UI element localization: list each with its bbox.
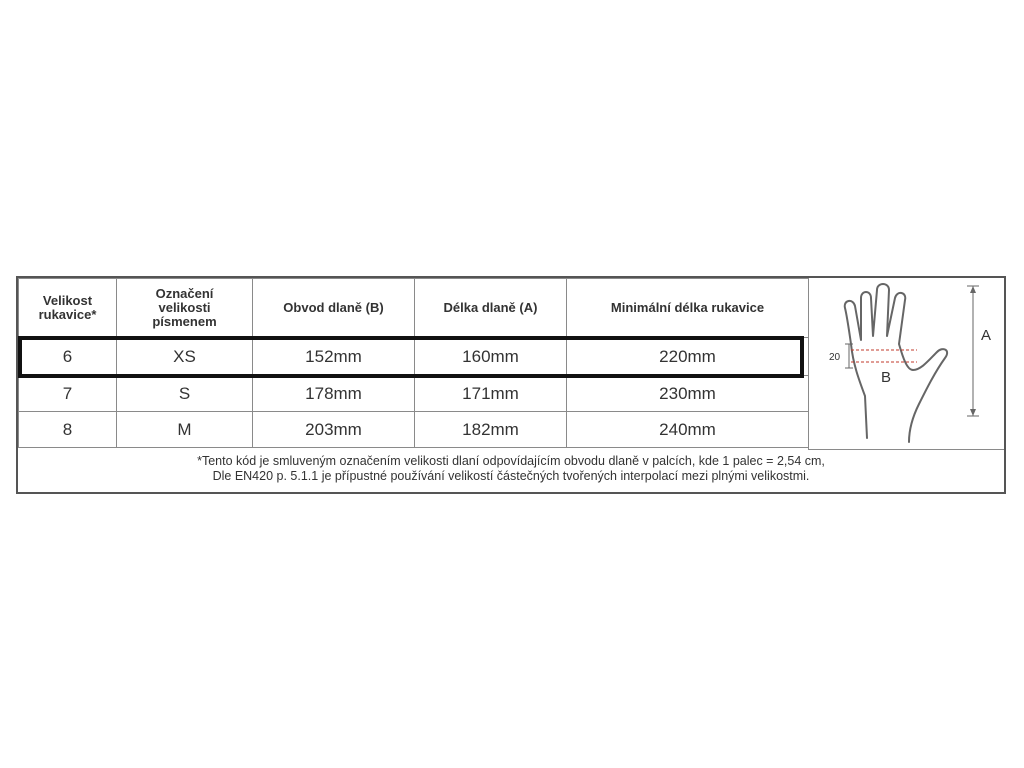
cell-length: 171mm: [415, 376, 567, 412]
cell-length: 182mm: [415, 412, 567, 448]
footnote-line-1: *Tento kód je smluveným označením velikosti dlaní odpovídajícím obvodu dlaně v palcích, kde 1 palec = 2,54 cm,: [197, 454, 825, 468]
size-table: [18, 278, 809, 448]
header-palm-length: [415, 279, 567, 338]
header-text: velikosti: [158, 300, 211, 315]
cell-letter: XS: [117, 338, 253, 376]
cell-length: 160mm: [415, 338, 567, 376]
header-min-glove-length: [567, 279, 809, 338]
table-row: [19, 412, 809, 448]
hand-diagram: [808, 278, 1004, 450]
cell-size: 7: [19, 376, 117, 412]
header-text: Délka dlaně (A): [443, 300, 538, 315]
header-text: Označení: [155, 286, 214, 301]
cell-circumference: 152mm: [253, 338, 415, 376]
footnote-line-2: Dle EN420 p. 5.1.1 je přípustné používání velikostí částečných tvořených interpolací mezi plnými velikostmi.: [212, 469, 810, 483]
arrow-up-icon: [970, 286, 976, 293]
label-a: A: [981, 327, 992, 344]
cell-min-glove-length: 230mm: [567, 376, 809, 412]
table-row: [19, 338, 809, 376]
header-text: písmenem: [152, 314, 217, 329]
header-text: Minimální délka rukavice: [610, 300, 765, 315]
label-20: 20: [829, 352, 841, 363]
header-row: [19, 279, 809, 338]
cell-circumference: 203mm: [253, 412, 415, 448]
glove-size-chart: [16, 276, 1006, 494]
header-letter-size: [117, 279, 253, 338]
hand-outline: [845, 284, 947, 442]
header-text: Velikost: [42, 293, 93, 308]
header-text: rukavice*: [38, 307, 97, 322]
cell-letter: S: [117, 376, 253, 412]
header-text: Obvod dlaně (B): [283, 300, 384, 315]
cell-circumference: 178mm: [253, 376, 415, 412]
cell-letter: M: [117, 412, 253, 448]
arrow-down-icon: [970, 409, 976, 416]
cell-size: 6: [19, 338, 117, 376]
header-glove-size: [19, 279, 117, 338]
label-b: B: [881, 369, 892, 386]
footnote: [18, 450, 1004, 492]
cell-min-glove-length: 240mm: [567, 412, 809, 448]
table-row: [19, 376, 809, 412]
hand-measure-icon: [809, 278, 1005, 450]
cell-size: 8: [19, 412, 117, 448]
header-palm-circumference: [253, 279, 415, 338]
cell-min-glove-length: 220mm: [567, 338, 809, 376]
